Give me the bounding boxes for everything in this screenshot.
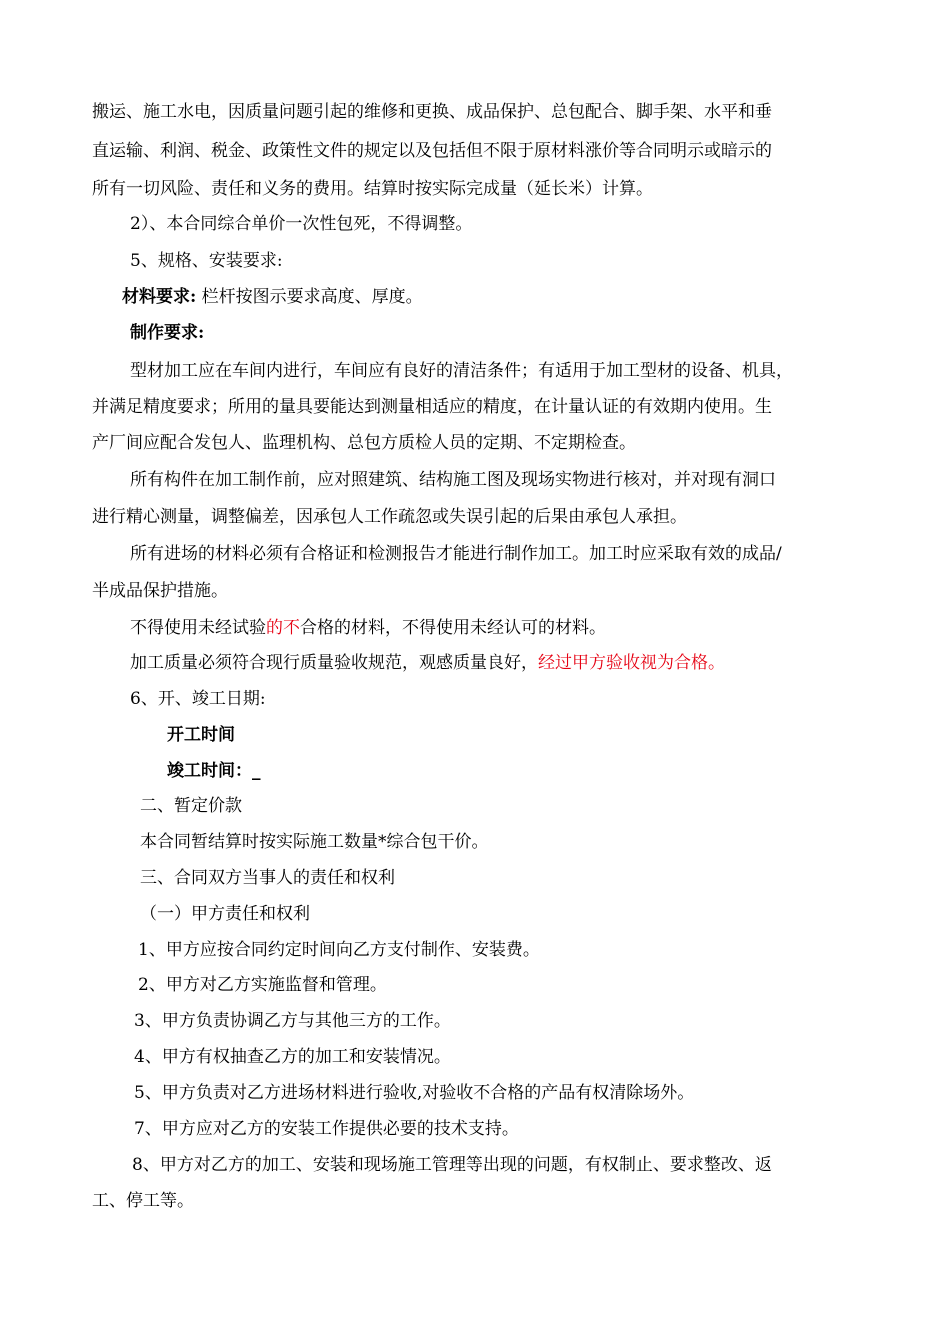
paragraph-line: 搬运、施工水电，因质量问题引起的维修和更换、成品保护、总包配合、脚手架、水平和垂	[92, 102, 772, 122]
material-label: 材料要求:	[122, 287, 197, 307]
paragraph-line: 型材加工应在车间内进行，车间应有良好的清洁条件；有适用于加工型材的设备、机具，	[130, 361, 793, 381]
finish-date-label: 竣工时间：_	[167, 761, 261, 781]
section-heading: 5、规格、安装要求:	[130, 251, 283, 271]
paragraph-line: 直运输、利润、税金、政策性文件的规定以及包括但不限于原材料涨价等合同明示或暗示的	[92, 141, 772, 161]
paragraph-line: 所有一切风险、责任和义务的费用。结算时按实际完成量（延长米）计算。	[92, 179, 653, 199]
paragraph-line: 半成品保护措施。	[92, 581, 228, 601]
paragraph-line: 2）、本合同综合单价一次性包死，不得调整。	[130, 214, 473, 234]
list-item: 3、甲方负责协调乙方与其他三方的工作。	[134, 1011, 451, 1031]
list-item: 8、甲方对乙方的加工、安装和现场施工管理等出现的问题，有权制止、要求整改、返	[132, 1155, 772, 1175]
list-item: 7、甲方应对乙方的安装工作提供必要的技术支持。	[134, 1119, 519, 1139]
highlighted-text: 经过甲方验收视为合格。	[538, 653, 725, 673]
production-label: 制作要求:	[130, 323, 205, 343]
paragraph-line: 本合同暂结算时按实际施工数量*综合包干价。	[140, 832, 489, 852]
start-date-label: 开工时间	[167, 725, 235, 745]
paragraph-line: 所有进场的材料必须有合格证和检测报告才能进行制作加工。加工时应采取有效的成品/	[130, 544, 782, 564]
list-item: 2、甲方对乙方实施监督和管理。	[138, 975, 387, 995]
subsection-heading: （一）甲方责任和权利	[140, 904, 310, 924]
paragraph-line	[130, 617, 606, 639]
paragraph-line	[130, 652, 725, 674]
text-run: 加工质量必须符合现行质量验收规范，观感质量良好，	[130, 653, 538, 673]
list-item: 1、甲方应按合同约定时间向乙方支付制作、安装费。	[138, 940, 540, 960]
material-text: 栏杆按图示要求高度、厚度。	[196, 287, 423, 307]
highlighted-text: 的不	[266, 618, 300, 638]
section-heading: 三、合同双方当事人的责任和权利	[140, 868, 395, 888]
paragraph-line: 产厂间应配合发包人、监理机构、总包方质检人员的定期、不定期检查。	[92, 433, 636, 453]
paragraph-line: 所有构件在加工制作前，应对照建筑、结构施工图及现场实物进行核对，并对现有洞口	[130, 470, 776, 490]
section-heading: 二、暂定价款	[140, 796, 242, 816]
text-run: 不得使用未经试验	[130, 618, 266, 638]
paragraph-line: 进行精心测量，调整偏差，因承包人工作疏忽或失误引起的后果由承包人承担。	[92, 507, 687, 527]
text-run: 合格的材料，不得使用未经认可的材料。	[300, 618, 606, 638]
list-item: 4、甲方有权抽查乙方的加工和安装情况。	[134, 1047, 451, 1067]
list-item: 5、甲方负责对乙方进场材料进行验收,对验收不合格的产品有权清除场外。	[134, 1083, 695, 1103]
list-item-continuation: 工、停工等。	[92, 1191, 194, 1211]
section-heading: 6、开、竣工日期:	[130, 689, 266, 709]
material-requirement	[122, 286, 423, 308]
paragraph-line: 并满足精度要求；所用的量具要能达到测量相适应的精度，在计量认证的有效期内使用。生	[92, 397, 772, 417]
